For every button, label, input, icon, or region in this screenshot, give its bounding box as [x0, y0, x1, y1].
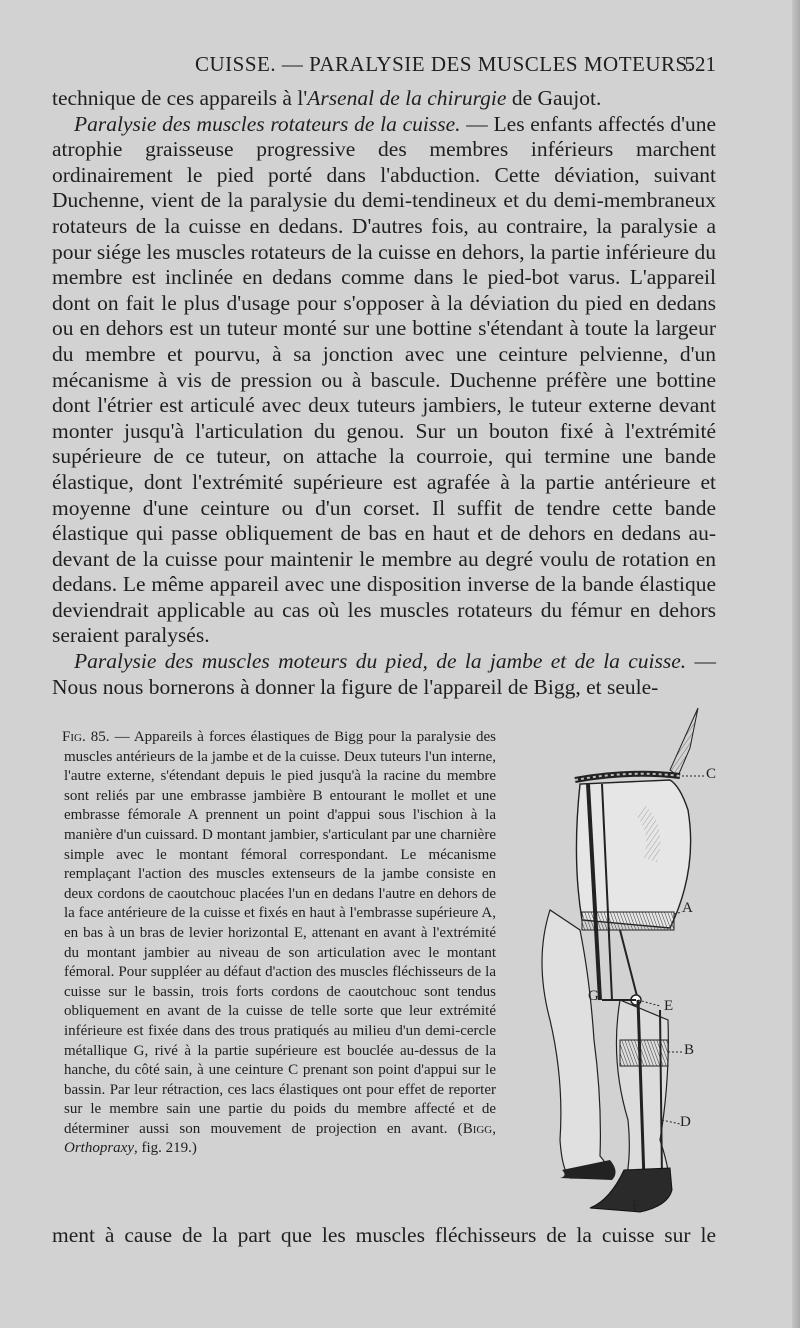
book-title-italic: Arsenal de la chirurgie [307, 86, 507, 110]
figure-caption [64, 728, 496, 1159]
figure-number: Fig. 85. [62, 729, 110, 745]
sound-leg [542, 910, 610, 1178]
paragraph-2 [52, 112, 716, 649]
leg-brace-drawing [520, 700, 720, 1220]
text-run: , fig. 219.) [134, 1140, 197, 1157]
caption-text [64, 728, 496, 1159]
running-header [52, 52, 716, 76]
label-d: D [680, 1114, 691, 1130]
paragraph-2-text: — Les enfants affectés d'une atrophie graisseuse progressive des membres inférieurs marchent ordinairement le pied porté dans l'abduction. Cette déviation, suivant Duchenne, vient de la paralysie du demi-tendineux et du demi-membraneux rotateurs de la cuisse en dedans. D'autres fois, au contraire, la paralysie a pour siége les muscles rotateurs de la cuisse en dehors, la partie inférieure du membre est inclinée en dedans comme dans le pied-bot varus. L'appareil dont on fait le plus d'usage pour s'opposer à la déviation du pied en dedans ou en dehors est un tuteur monté sur une bottine s'étendant à toute la largeur du membre et pourvu, à sa jonction avec une ceinture pelvienne, d'un mécanisme à vis de pression ou à bascule. Duchenne préfère une bottine dont l'étrier est articulé avec deux tuteurs jambiers, le tuteur externe devant monter jusqu'à l'articulation du genou. Sur un bouton fixé à l'extrémité supérieure de ce tuteur, on attache la courroie, qui termine une bande élastique, dont l'extrémité supérieure est agrafée à la partie antérieure et moyenne d'une ceinture ou d'un corset. Il suffit de tendre cette bande élastique qui passe obliquement de bas en haut et de dehors en dedans au-devant de la cuisse pour maintenir le membre au degré voulu de rotation en dedans. Le même appareil avec une disposition inverse de la bande élastique deviendrait applicable au cas où les muscles rotateurs du fémur en dehors seraient paralysés. [52, 111, 716, 648]
text-run: de Gaujot. [506, 86, 602, 110]
section-heading-moteurs: Paralysie des muscles moteurs du pied, de la jambe et de la cuisse. [74, 649, 687, 674]
label-f: F [632, 1198, 641, 1214]
citation-work: Orthopraxy [64, 1140, 134, 1157]
page-edge [792, 0, 800, 1328]
label-b: B [684, 1042, 695, 1058]
section-heading-rotateurs: Paralysie des muscles rotateurs de la cuisse. [74, 111, 461, 136]
last-line: ment à cause de la part que les muscles fléchisseurs de la cuisse sur le [52, 1223, 716, 1247]
running-title: CUISSE. — PARALYSIE DES MUSCLES MOTEURS. [195, 52, 694, 76]
hip-stub [670, 708, 698, 776]
page-number: 521 [684, 52, 716, 76]
label-g: G [588, 988, 599, 1004]
paragraph-3 [52, 649, 716, 700]
caption-body: — Appareils à forces élastiques de Bigg pour la paralysie des muscles antérieurs de la jambe et de la cuisse. Deux tuteurs l'un interne, l'autre externe, s'étendant depuis le pied jusqu'à la racine du membre sont reliés par une embrasse jambière B entourant le mollet et une embrasse fémorale A prennent un point d'appui sous l'ischion à la manière d'un cuissard. D montant jambier, s'articulant par une charnière simple avec le montant fémoral correspondant. Le mécanisme remplaçant l'action des muscles extenseurs de la jambe consiste en deux cordons de caoutchouc placées l'un en dedans l'autre en dehors de la face antérieure de la cuisse et fixés en haut à l'embrasse supérieure A, en bas à un bras de levier horizontal E, attenant en avant à l'extrémité du montant jambier au niveau de son articulation avec le montant fémoral. Pour suppléer au défaut d'action des muscles fléchisseurs de la cuisse sur le bassin, trois forts cordons de caoutchouc sont tendus obliquement en avant de la cuisse de telle sorte que leur extrémité inférieure est fixée dans des trous pratiqués au milieu d'un demi-cercle métallique G, rivé à la partie supérieure est bouclée au-dessus de la hanche, du côté sain, à une ceinture C prenant son point d'appui sur le bassin. Par leur rétraction, ces lacs élastiques ont pour effet de reporter sur le membre sain une partie du poids du membre affecté et de déterminer aussi son mouvement de projection en avant. ( [64, 729, 497, 1137]
leader-d [662, 1120, 680, 1124]
elastic-cord [620, 930, 638, 1000]
bigg-apparatus-illustration [520, 700, 720, 1220]
main-text [52, 86, 716, 700]
text-run: , [492, 1120, 496, 1137]
pelvic-belt-c [575, 774, 680, 780]
label-c: C [706, 766, 717, 782]
text-run: technique de ces appareils à l' [52, 86, 308, 110]
paragraph-3-text: — Nous nous bornerons à donner la figure de l'appareil de Bigg, et seule- [52, 649, 716, 699]
label-e: E [664, 998, 674, 1014]
label-a: A [682, 900, 693, 916]
paragraph-1 [52, 86, 716, 112]
citation-author: Bigg [462, 1120, 493, 1137]
